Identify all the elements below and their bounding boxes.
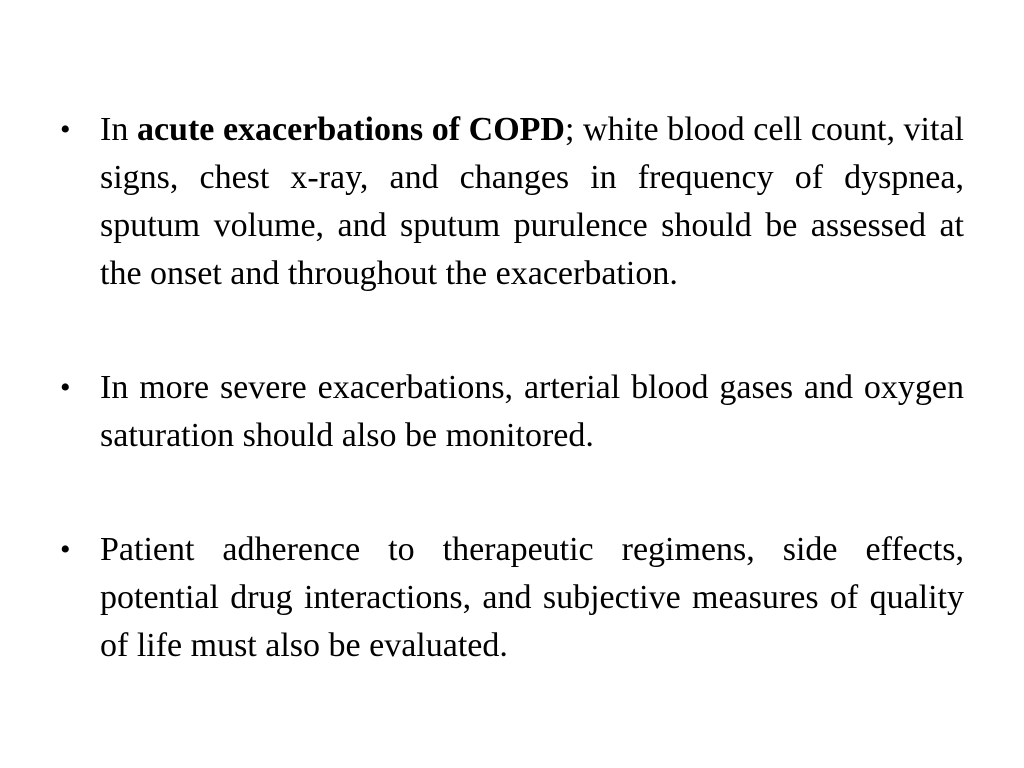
bullet-text: Patient adherence to therapeutic regimens, side effects, potential drug interactions, and subjective measures of quality of life must also be evaluated. [100,531,964,664]
bullet-text-bold: acute exacerbations of COPD [136,111,565,148]
bullet-item-patient-adherence [60,526,964,670]
bullet-marker-icon: • [60,371,71,404]
bullet-marker-icon: • [60,533,71,566]
bullet-text-prefix: In [100,111,137,148]
bullet-item-severe-monitoring [60,364,964,460]
bullet-list [60,106,964,670]
bullet-text: In more severe exacerbations, arterial blood gases and oxygen saturation should also be monitored. [100,369,964,454]
bullet-marker-icon: • [60,113,71,146]
bullet-text-rest: ; white blood cell count, vital signs, chest x-ray, and changes in frequency of dyspnea, sputum volume, and sputum purulence should be assessed at the onset and throughout the exacerbation. [100,111,964,292]
bullet-item-exacerbation-assessment [60,106,964,298]
